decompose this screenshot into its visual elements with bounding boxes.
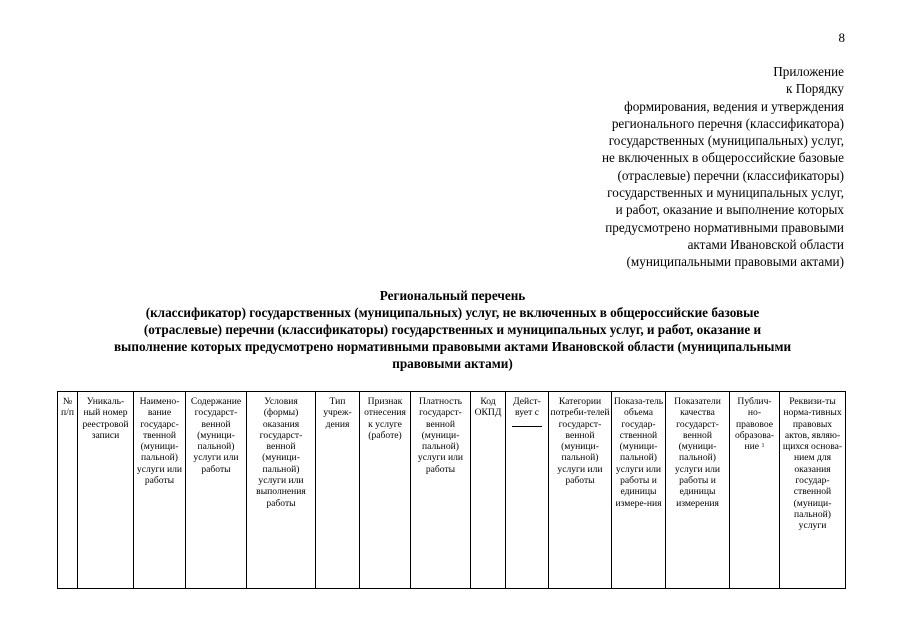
- header-cell-legal-acts: Реквизи-ты норма-тивных правовых актов, являю-щихся основа-нием для оказания государ-ственной (муници-пальной) услуги: [780, 392, 846, 589]
- footnote-mark: 1: [761, 443, 765, 450]
- document-title: [40, 287, 865, 372]
- register-table: [57, 391, 846, 589]
- table-header-row: [58, 392, 846, 589]
- appendix-line: к Порядку: [785, 81, 844, 97]
- header-cell-volume-indicator: Показа-тель объема государ-ственной (муници-пальной) услуги или работы и единицы измере-ния: [612, 392, 666, 589]
- header-cell-payment: Платность государст-венной (муници-пальной) услуги или работы: [411, 392, 471, 589]
- appendix-line: не включенных в общероссийские базовые: [602, 150, 844, 166]
- header-cell-okpd-code: Код ОКПД: [471, 392, 506, 589]
- appendix-line: и работ, оказание и выполнение которых: [615, 202, 844, 218]
- header-cell-public-entity: Публич-но-правовое образова-ние $^1$: [730, 392, 780, 589]
- title-line: выполнение которых предусмотрено нормативными правовыми актами Ивановской области (муниципальными: [113, 339, 792, 354]
- header-cell-attribute: Признак отнесения к услуге (работе): [360, 392, 411, 589]
- title-line: правовыми актами): [392, 356, 513, 371]
- appendix-line: регионального перечня (классификатора): [611, 115, 844, 131]
- title-line: (классификатор) государственных (муниципальных) услуг, не включенных в общероссийские базовые: [145, 305, 760, 320]
- appendix-header: [602, 63, 844, 271]
- appendix-line: государственных и муниципальных услуг,: [607, 185, 844, 201]
- appendix-line: государственных (муниципальных) услуг,: [608, 133, 844, 149]
- appendix-line: формирования, ведения и утверждения: [624, 98, 844, 114]
- date-blank-line: [512, 426, 542, 427]
- header-cell-service-content: Содержание государст-венной (муници-пальной) услуги или работы: [186, 392, 247, 589]
- header-cell-registry-id: Уникаль-ный номер реестровой записи: [78, 392, 134, 589]
- header-cell-valid-from: Дейст-вует с: [506, 392, 549, 589]
- appendix-line: актами Ивановской области: [687, 236, 844, 252]
- appendix-line: Приложение: [773, 64, 844, 79]
- header-cell-service-name: Наимено-вание государс-твенной (муници-пальной) услуги или работы: [134, 392, 186, 589]
- title-line: (отраслевые) перечни (классификаторы) государственных и муниципальных услуг, и работ, оказание и: [143, 322, 762, 337]
- header-cell-quality-indicators: Показатели качества государст-венной (муници-пальной) услуги или работы и единицы измерения: [666, 392, 730, 589]
- header-cell-consumer-categories: Категории потреби-телей государст-венной (муници-пальной) услуги или работы: [549, 392, 612, 589]
- appendix-line: предусмотрено нормативными правовыми: [605, 219, 844, 235]
- header-cell-number: № п/п: [58, 392, 78, 589]
- page-number: 8: [838, 30, 845, 45]
- title-line: Региональный перечень: [379, 288, 526, 303]
- appendix-line: (отраслевые) перечни (классификаторы): [617, 167, 844, 183]
- header-cell-conditions: Условия (формы) оказания государст-венной (муници-пальной) услуги или выполнения работы: [247, 392, 316, 589]
- appendix-line: (муниципальными правовыми актами): [626, 254, 844, 270]
- header-cell-institution-type: Тип учреж-дения: [316, 392, 360, 589]
